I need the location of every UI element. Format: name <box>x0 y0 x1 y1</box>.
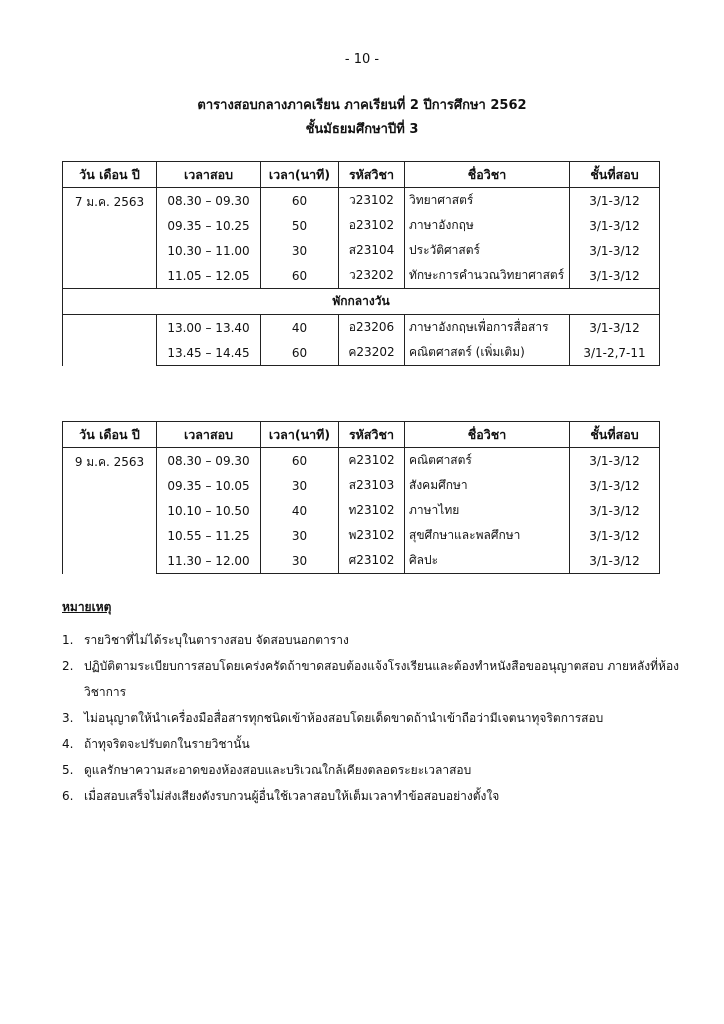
exam-class: 3/1-3/12 <box>570 238 660 263</box>
table-row <box>63 188 660 214</box>
subject-name: วิทยาศาสตร์ <box>405 188 570 214</box>
note-text: ไม่อนุญาตให้นำเครื่องมือสื่อสารทุกชนิดเข้าห้องสอบโดยเด็ดขาดถ้านำเข้าถือว่ามีเจตนาทุจริตการสอบ <box>84 711 604 725</box>
exam-time: 13.00 – 13.40 <box>157 315 261 341</box>
exam-minutes: 30 <box>261 473 339 498</box>
note-item <box>62 783 682 809</box>
note-item <box>62 731 682 757</box>
exam-minutes: 30 <box>261 238 339 263</box>
notes-title: หมายเหตุ <box>62 600 112 614</box>
exam-class: 3/1-3/12 <box>570 448 660 474</box>
exam-time: 11.05 – 12.05 <box>157 263 261 289</box>
subject-code: พ23102 <box>339 523 405 548</box>
page-title: ตารางสอบกลางภาคเรียน ภาคเรียนที่ 2 ปีการศึกษา 2562 <box>197 98 527 113</box>
exam-date: 7 ม.ค. 2563 <box>63 188 157 289</box>
exam-schedule-table-2 <box>62 421 660 574</box>
exam-class: 3/1-3/12 <box>570 315 660 341</box>
exam-minutes: 60 <box>261 340 339 366</box>
subject-name: ศิลปะ <box>405 548 570 574</box>
exam-minutes: 60 <box>261 263 339 289</box>
note-number: 4. <box>62 737 74 751</box>
exam-class: 3/1-3/12 <box>570 548 660 574</box>
header-class: ชั้นที่สอบ <box>570 162 660 188</box>
header-code: รหัสวิชา <box>339 422 405 448</box>
lunch-break-row <box>63 289 660 315</box>
subject-code: ค23202 <box>339 340 405 366</box>
note-number: 5. <box>62 763 74 777</box>
exam-time: 08.30 – 09.30 <box>157 188 261 214</box>
header-subject: ชื่อวิชา <box>405 162 570 188</box>
exam-time: 09.35 – 10.25 <box>157 213 261 238</box>
table-row <box>63 448 660 474</box>
header-subject: ชื่อวิชา <box>405 422 570 448</box>
subject-code: ส23103 <box>339 473 405 498</box>
exam-time: 08.30 – 09.30 <box>157 448 261 474</box>
notes-section <box>62 598 682 809</box>
exam-time: 10.30 – 11.00 <box>157 238 261 263</box>
subject-code: ว23102 <box>339 188 405 214</box>
note-number: 2. <box>62 659 74 673</box>
note-number: 1. <box>62 633 74 647</box>
exam-date: 9 ม.ค. 2563 <box>63 448 157 574</box>
subject-code: ส23104 <box>339 238 405 263</box>
table-header-row <box>63 162 660 188</box>
header-date: วัน เดือน ปี <box>63 422 157 448</box>
subject-code: ศ23102 <box>339 548 405 574</box>
empty-date-cell <box>63 315 157 366</box>
subject-name: ทักษะการคำนวณวิทยาศาสตร์ <box>405 263 570 289</box>
exam-class: 3/1-3/12 <box>570 263 660 289</box>
exam-class: 3/1-3/12 <box>570 213 660 238</box>
note-number: 6. <box>62 789 74 803</box>
subject-code: ท23102 <box>339 498 405 523</box>
note-text: รายวิชาที่ไม่ได้ระบุในตารางสอบ จัดสอบนอกตาราง <box>84 633 349 647</box>
subject-code: ว23202 <box>339 263 405 289</box>
exam-class: 3/1-3/12 <box>570 473 660 498</box>
header-code: รหัสวิชา <box>339 162 405 188</box>
subject-name: สังคมศึกษา <box>405 473 570 498</box>
exam-class: 3/1-3/12 <box>570 188 660 214</box>
note-item <box>62 627 682 653</box>
exam-minutes: 60 <box>261 188 339 214</box>
exam-minutes: 40 <box>261 498 339 523</box>
subject-name: ภาษาไทย <box>405 498 570 523</box>
note-item <box>62 757 682 783</box>
note-text: ถ้าทุจริตจะปรับตกในรายวิชานั้น <box>84 737 250 751</box>
page-number: - 10 - <box>344 52 380 67</box>
subject-code: ค23102 <box>339 448 405 474</box>
header-date: วัน เดือน ปี <box>63 162 157 188</box>
header-class: ชั้นที่สอบ <box>570 422 660 448</box>
subject-name: คณิตศาสตร์ (เพิ่มเติม) <box>405 340 570 366</box>
exam-minutes: 30 <box>261 548 339 574</box>
exam-time: 11.30 – 12.00 <box>157 548 261 574</box>
exam-minutes: 60 <box>261 448 339 474</box>
exam-time: 10.10 – 10.50 <box>157 498 261 523</box>
exam-minutes: 40 <box>261 315 339 341</box>
exam-time: 13.45 – 14.45 <box>157 340 261 366</box>
exam-class: 3/1-2,7-11 <box>570 340 660 366</box>
note-item <box>62 705 682 731</box>
subject-name: สุขศึกษาและพลศึกษา <box>405 523 570 548</box>
exam-time: 09.35 – 10.05 <box>157 473 261 498</box>
lunch-break-label: พักกลางวัน <box>63 289 660 315</box>
note-number: 3. <box>62 711 74 725</box>
subject-name: ภาษาอังกฤษเพื่อการสื่อสาร <box>405 315 570 341</box>
header-time: เวลาสอบ <box>157 422 261 448</box>
exam-minutes: 30 <box>261 523 339 548</box>
note-text: เมื่อสอบเสร็จไม่ส่งเสียงดังรบกวนผู้อื่นใช้เวลาสอบให้เต็มเวลาทำข้อสอบอย่างตั้งใจ <box>84 789 500 803</box>
exam-schedule-table-1 <box>62 161 660 366</box>
note-item <box>62 653 682 705</box>
exam-time: 10.55 – 11.25 <box>157 523 261 548</box>
header-time: เวลาสอบ <box>157 162 261 188</box>
note-text: ดูแลรักษาความสะอาดของห้องสอบและบริเวณใกล้เคียงตลอดระยะเวลาสอบ <box>84 763 472 777</box>
subject-code: อ23102 <box>339 213 405 238</box>
exam-class: 3/1-3/12 <box>570 523 660 548</box>
table-row <box>63 315 660 341</box>
page-subtitle: ชั้นมัธยมศึกษาปีที่ 3 <box>305 122 419 137</box>
header-minutes: เวลา(นาที) <box>261 162 339 188</box>
subject-code: อ23206 <box>339 315 405 341</box>
exam-minutes: 50 <box>261 213 339 238</box>
subject-name: ภาษาอังกฤษ <box>405 213 570 238</box>
note-text: ปฏิบัติตามระเบียบการสอบโดยเคร่งครัดถ้าขาดสอบต้องแจ้งโรงเรียนและต้องทำหนังสือขออนุญาตสอบ ภายหลังที่ห้องวิชาการ <box>84 659 680 699</box>
exam-class: 3/1-3/12 <box>570 498 660 523</box>
table-header-row <box>63 422 660 448</box>
header-minutes: เวลา(นาที) <box>261 422 339 448</box>
subject-name: ประวัติศาสตร์ <box>405 238 570 263</box>
subject-name: คณิตศาสตร์ <box>405 448 570 474</box>
